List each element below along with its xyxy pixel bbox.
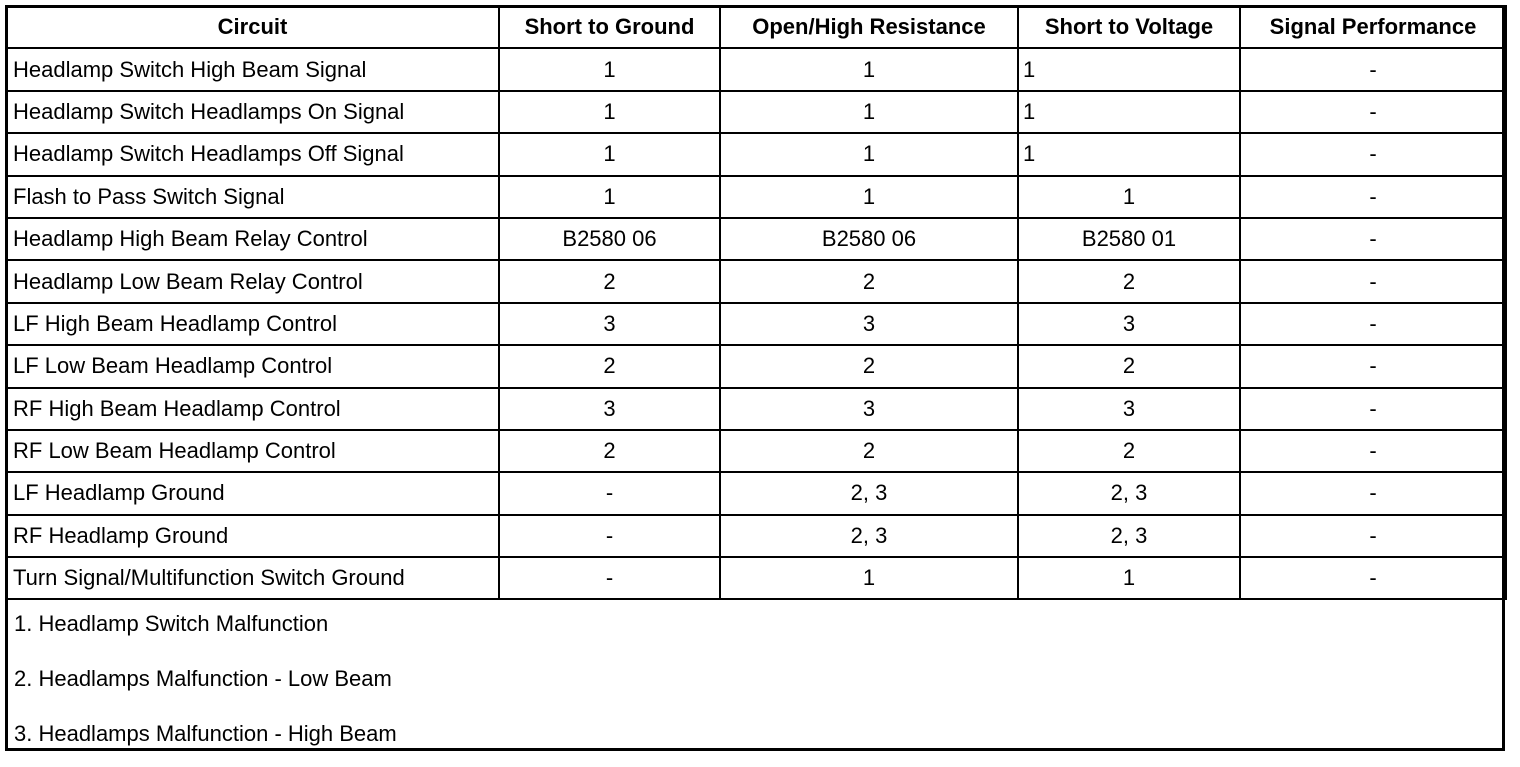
- cell-short-to-voltage: 1: [1018, 557, 1240, 599]
- cell-open-high-resistance: B2580 06: [720, 218, 1018, 260]
- cell-short-to-voltage: 1: [1018, 133, 1240, 175]
- cell-short-to-ground: 2: [499, 430, 720, 472]
- cell-circuit: Headlamp Low Beam Relay Control: [6, 260, 499, 302]
- cell-signal-performance: -: [1240, 176, 1506, 218]
- cell-short-to-voltage: 1: [1018, 48, 1240, 90]
- footnote-1: 1. Headlamp Switch Malfunction: [14, 611, 329, 636]
- cell-signal-performance: -: [1240, 48, 1506, 90]
- cell-open-high-resistance: 1: [720, 91, 1018, 133]
- cell-short-to-ground: B2580 06: [499, 218, 720, 260]
- cell-short-to-ground: 1: [499, 91, 720, 133]
- cell-short-to-voltage: 2, 3: [1018, 515, 1240, 557]
- cell-signal-performance: -: [1240, 91, 1506, 133]
- table-row: [6, 472, 1506, 514]
- cell-short-to-voltage: 2: [1018, 430, 1240, 472]
- cell-circuit: Headlamp Switch High Beam Signal: [6, 48, 499, 90]
- cell-signal-performance: -: [1240, 133, 1506, 175]
- cell-short-to-voltage: B2580 01: [1018, 218, 1240, 260]
- cell-signal-performance: -: [1240, 303, 1506, 345]
- table-row: [6, 303, 1506, 345]
- header-short-to-ground: Short to Ground: [499, 6, 720, 48]
- cell-short-to-ground: -: [499, 557, 720, 599]
- cell-open-high-resistance: 3: [720, 303, 1018, 345]
- cell-short-to-ground: -: [499, 515, 720, 557]
- table-row: [6, 48, 1506, 90]
- circuit-fault-table: [5, 5, 1507, 600]
- cell-circuit: RF Headlamp Ground: [6, 515, 499, 557]
- cell-open-high-resistance: 2: [720, 345, 1018, 387]
- cell-signal-performance: -: [1240, 557, 1506, 599]
- cell-open-high-resistance: 2, 3: [720, 515, 1018, 557]
- cell-short-to-ground: 1: [499, 133, 720, 175]
- cell-short-to-voltage: 1: [1018, 91, 1240, 133]
- cell-short-to-ground: 2: [499, 345, 720, 387]
- diagnostic-table-document: [5, 5, 1505, 751]
- table-row: [6, 133, 1506, 175]
- header-circuit: Circuit: [6, 6, 499, 48]
- cell-circuit: LF High Beam Headlamp Control: [6, 303, 499, 345]
- header-short-to-voltage: Short to Voltage: [1018, 6, 1240, 48]
- table-row: [6, 515, 1506, 557]
- cell-short-to-voltage: 2: [1018, 260, 1240, 302]
- cell-short-to-voltage: 2, 3: [1018, 472, 1240, 514]
- footnote-3: 3. Headlamps Malfunction - High Beam: [14, 721, 397, 746]
- cell-short-to-voltage: 1: [1018, 176, 1240, 218]
- cell-circuit: Flash to Pass Switch Signal: [6, 176, 499, 218]
- cell-signal-performance: -: [1240, 218, 1506, 260]
- cell-short-to-ground: 3: [499, 303, 720, 345]
- cell-signal-performance: -: [1240, 515, 1506, 557]
- table-row: [6, 176, 1506, 218]
- cell-signal-performance: -: [1240, 430, 1506, 472]
- cell-open-high-resistance: 1: [720, 176, 1018, 218]
- cell-open-high-resistance: 1: [720, 557, 1018, 599]
- cell-short-to-voltage: 3: [1018, 388, 1240, 430]
- cell-open-high-resistance: 2, 3: [720, 472, 1018, 514]
- cell-signal-performance: -: [1240, 472, 1506, 514]
- cell-short-to-voltage: 3: [1018, 303, 1240, 345]
- cell-open-high-resistance: 3: [720, 388, 1018, 430]
- table-row: [6, 388, 1506, 430]
- cell-signal-performance: -: [1240, 260, 1506, 302]
- table-row: [6, 557, 1506, 599]
- cell-short-to-ground: 1: [499, 176, 720, 218]
- cell-circuit: Headlamp High Beam Relay Control: [6, 218, 499, 260]
- footnotes: [14, 602, 1494, 767]
- cell-open-high-resistance: 1: [720, 133, 1018, 175]
- header-signal-performance: Signal Performance: [1240, 6, 1506, 48]
- cell-short-to-ground: 1: [499, 48, 720, 90]
- table-row: [6, 260, 1506, 302]
- cell-circuit: Headlamp Switch Headlamps Off Signal: [6, 133, 499, 175]
- cell-open-high-resistance: 2: [720, 430, 1018, 472]
- cell-short-to-ground: -: [499, 472, 720, 514]
- cell-short-to-voltage: 2: [1018, 345, 1240, 387]
- cell-circuit: LF Low Beam Headlamp Control: [6, 345, 499, 387]
- cell-signal-performance: -: [1240, 345, 1506, 387]
- cell-short-to-ground: 2: [499, 260, 720, 302]
- header-open-high-resistance: Open/High Resistance: [720, 6, 1018, 48]
- footnote-2: 2. Headlamps Malfunction - Low Beam: [14, 666, 392, 691]
- table-row: [6, 218, 1506, 260]
- cell-circuit: Headlamp Switch Headlamps On Signal: [6, 91, 499, 133]
- table-row: [6, 430, 1506, 472]
- table-row: [6, 345, 1506, 387]
- cell-circuit: RF Low Beam Headlamp Control: [6, 430, 499, 472]
- cell-circuit: Turn Signal/Multifunction Switch Ground: [6, 557, 499, 599]
- cell-circuit: RF High Beam Headlamp Control: [6, 388, 499, 430]
- cell-signal-performance: -: [1240, 388, 1506, 430]
- cell-short-to-ground: 3: [499, 388, 720, 430]
- table-header-row: [6, 6, 1506, 48]
- cell-open-high-resistance: 1: [720, 48, 1018, 90]
- cell-circuit: LF Headlamp Ground: [6, 472, 499, 514]
- table-row: [6, 91, 1506, 133]
- cell-open-high-resistance: 2: [720, 260, 1018, 302]
